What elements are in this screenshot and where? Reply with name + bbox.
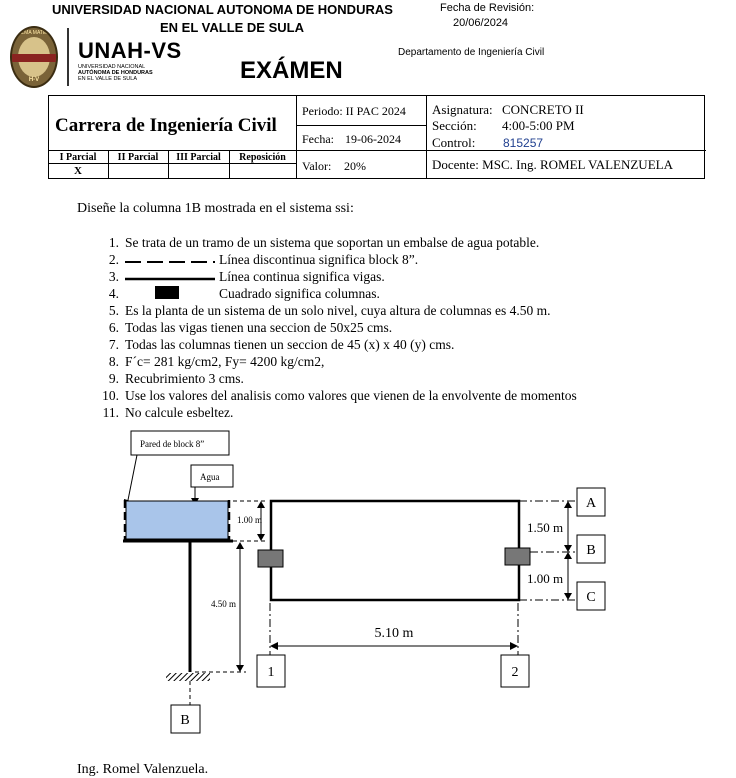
table-divider (296, 95, 297, 179)
arrowhead (270, 642, 278, 650)
axis-label-c: C (586, 590, 596, 605)
section-label: Sección: (432, 118, 477, 133)
seal-bottom-text: H-V (28, 77, 40, 83)
revision-date: 20/06/2024 (453, 17, 509, 29)
arrowhead (236, 665, 244, 672)
dashed-line-symbol (125, 259, 215, 265)
brand-sub-2: AUTÓNOMA DE HONDURAS (78, 70, 153, 76)
tank-height-dimension: 1.00 m (237, 515, 263, 525)
wall-callout-arrow (127, 455, 137, 505)
axis-label-1: 1 (267, 665, 275, 680)
instructions-list (95, 234, 577, 421)
university-name: UNIVERSIDAD NACIONAL AUTONOMA DE HONDURAS (52, 2, 393, 17)
list-item: 5. Es la planta de un sistema de un solo nivel, cuya altura de columnas es 4.50 m. (108, 303, 551, 318)
list-item: 11. No calcule esbeltez. (102, 405, 234, 420)
logo-divider (67, 28, 69, 86)
table-divider (48, 163, 296, 164)
arrowhead (564, 545, 572, 552)
arrowhead (564, 593, 572, 600)
solid-line-symbol (125, 276, 215, 282)
list-item: 1. Se trata de un tramo de un sistema que soportan un embalse de agua potable. (108, 235, 540, 250)
instructions-intro: Diseñe la columna 1B mostrada en el sistema ssi: (77, 201, 354, 216)
water-tank (126, 501, 228, 539)
table-divider (296, 125, 427, 126)
arrowhead (236, 542, 244, 549)
column-1b (258, 550, 283, 567)
axis-label-a: A (585, 496, 597, 511)
arrowhead (257, 501, 265, 508)
period-header-3: III Parcial (176, 152, 221, 163)
list-item: 8. F´c= 281 kg/cm2, Fy= 4200 kg/cm2, (108, 354, 325, 369)
control-value: 815257 (503, 136, 544, 150)
value-label: Valor: (302, 159, 332, 173)
list-item: 2. Línea discontinua significa block 8”. (108, 252, 419, 267)
signature: Ing. Romel Valenzuela. (77, 762, 209, 777)
column-2b (505, 548, 530, 565)
table-divider (296, 150, 706, 151)
list-item: 7. Todas las columnas tienen un seccion de 45 (x) x 40 (y) cms. (108, 337, 455, 352)
brand-wordmark: UNAH-VS (78, 38, 182, 63)
arrowhead (510, 642, 518, 650)
exam-title: EXÁMEN (240, 57, 343, 84)
span-dimension: 5.10 m (374, 626, 414, 641)
teacher-field: Docente: MSC. Ing. ROMEL VALENZUELA (432, 157, 673, 172)
table-divider (426, 95, 427, 179)
list-item: 10. Use los valores del analisis como valores que vienen de la envolvente de momentos (102, 388, 577, 403)
axis-label-b-elevation: B (180, 713, 190, 728)
revision-label: Fecha de Revisión: (440, 2, 535, 14)
plan-beams (271, 501, 519, 600)
dimension-b-c: 1.00 m (527, 571, 564, 586)
list-item: 6. Todas las vigas tienen una seccion de 50x25 cms. (108, 320, 393, 335)
period-mark: X (74, 165, 82, 177)
seal-top-text: ALMA MATER (18, 30, 50, 36)
column-height-dimension: 4.50 m (211, 599, 237, 609)
arrowhead (564, 501, 572, 508)
date-label: Fecha: (302, 132, 334, 146)
subject-value: CONCRETO II (502, 102, 584, 117)
period-header-4: Reposición (239, 152, 286, 163)
water-callout-label: Agua (200, 472, 220, 482)
list-item: 9. Recubrimiento 3 cms. (108, 371, 244, 386)
brand-sub-3: EN EL VALLE DE SULA (78, 76, 137, 82)
department-name: Departamento de Ingeniería Civil (398, 47, 545, 58)
list-item: 3. Línea continua significa vigas. (108, 269, 385, 284)
university-campus: EN EL VALLE DE SULA (160, 20, 304, 35)
section-value: 4:00-5:00 PM (502, 118, 575, 133)
column-square-symbol (155, 286, 179, 299)
table-divider (48, 150, 296, 151)
university-seal-logo (10, 26, 58, 88)
brand-sub-1: UNIVERSIDAD NACIONAL (78, 64, 146, 70)
period-header-2: II Parcial (117, 152, 159, 163)
period-field: Periodo: II PAC 2024 (302, 104, 406, 118)
arrowhead (257, 534, 265, 541)
structural-diagram (0, 425, 736, 735)
wall-callout-label: Pared de block 8” (140, 439, 205, 449)
career-title: Carrera de Ingeniería Civil (55, 115, 277, 136)
dimension-a-b: 1.50 m (527, 520, 564, 535)
axis-label-b: B (586, 543, 596, 558)
list-item: 4. Cuadrado significa columnas. (108, 286, 380, 301)
fixed-support (166, 673, 210, 681)
subject-label: Asignatura: (432, 102, 493, 117)
control-label: Control: (432, 135, 476, 150)
arrowhead (564, 552, 572, 559)
date-value: 19-06-2024 (345, 132, 401, 146)
period-header-1: I Parcial (59, 152, 97, 163)
axis-label-2: 2 (511, 665, 519, 680)
seal-band (12, 54, 56, 62)
value-value: 20% (344, 159, 366, 173)
